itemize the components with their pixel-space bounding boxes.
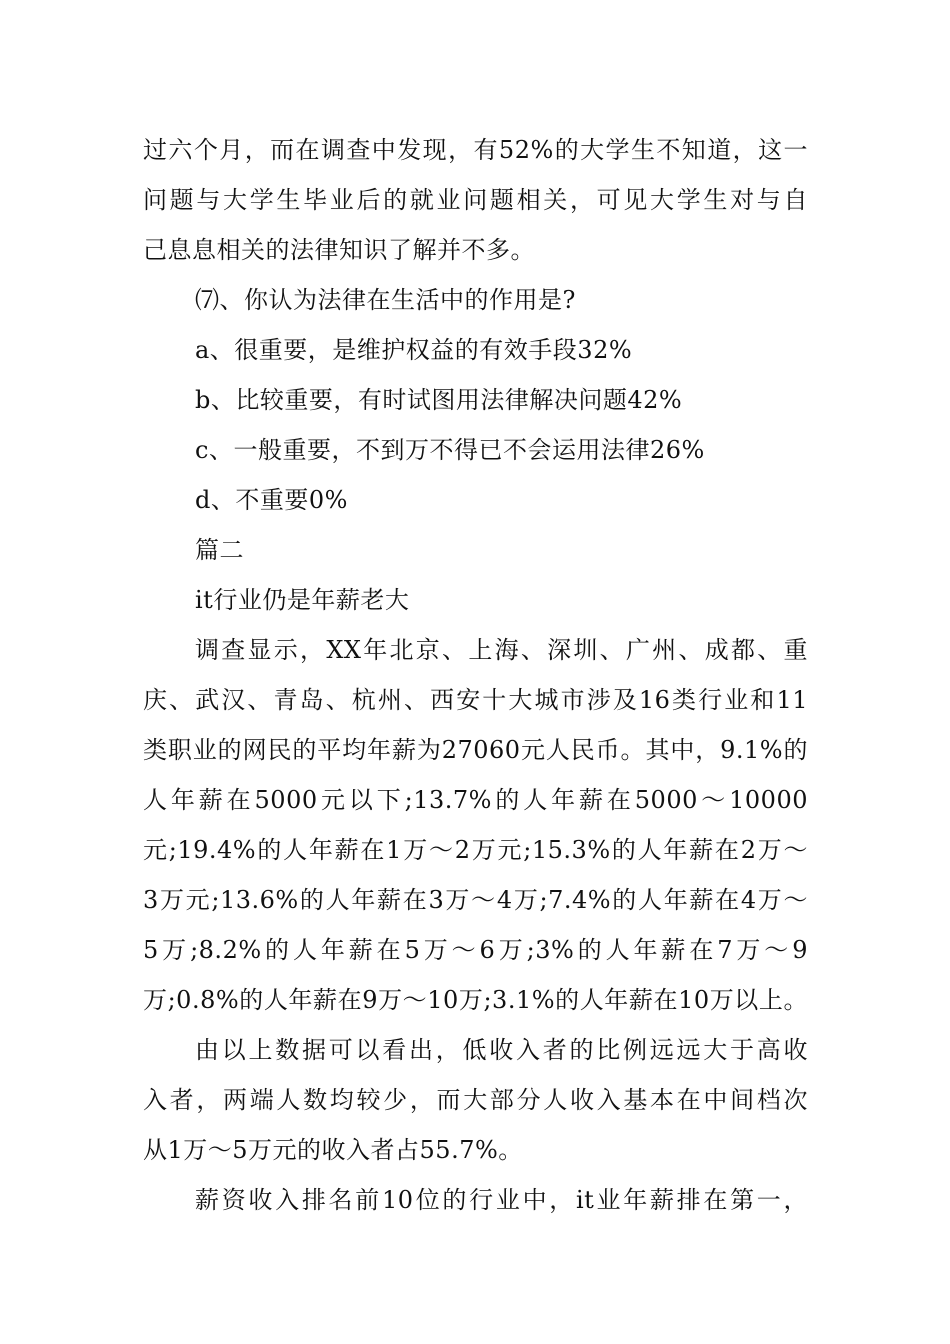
paragraph-1-line-3: 己息息相关的法律知识了解并不多。 bbox=[143, 236, 535, 264]
section-subheading: it行业仍是年薪老大 bbox=[195, 586, 410, 614]
paragraph-2-line-7: 5万;8.2%的人年薪在5万～6万;3%的人年薪在7万～9 bbox=[143, 936, 808, 964]
paragraph-2-line-3: 类职业的网民的平均年薪为27060元人民币。其中，9.1%的 bbox=[143, 736, 808, 764]
question-7-title: ⑺、你认为法律在生活中的作用是? bbox=[195, 286, 576, 314]
paragraph-2-line-8: 万;0.8%的人年薪在9万～10万;3.1%的人年薪在10万以上。 bbox=[143, 986, 808, 1014]
paragraph-1-line-1: 过六个月，而在调查中发现，有52%的大学生不知道，这一 bbox=[143, 136, 808, 164]
paragraph-2-line-2: 庆、武汉、青岛、杭州、西安十大城市涉及16类行业和11 bbox=[143, 686, 808, 714]
paragraph-3-line-1: 由以上数据可以看出，低收入者的比例远远大于高收 bbox=[195, 1036, 808, 1064]
paragraph-3-line-3: 从1万～5万元的收入者占55.7%。 bbox=[143, 1136, 523, 1164]
question-7-option-b: b、比较重要，有时试图用法律解决问题42% bbox=[195, 386, 683, 414]
paragraph-2-line-5: 元;19.4%的人年薪在1万～2万元;15.3%的人年薪在2万～ bbox=[143, 836, 808, 864]
question-7-option-c: c、一般重要，不到万不得已不会运用法律26% bbox=[195, 436, 705, 464]
paragraph-2-line-1: 调查显示，XX年北京、上海、深圳、广州、成都、重 bbox=[195, 636, 808, 664]
question-7-option-a: a、很重要，是维护权益的有效手段32% bbox=[195, 336, 633, 364]
paragraph-4-line-1: 薪资收入排名前10位的行业中，it业年薪排在第一， bbox=[195, 1186, 808, 1214]
question-7-option-d: d、不重要0% bbox=[195, 486, 348, 514]
paragraph-1-line-2: 问题与大学生毕业后的就业问题相关，可见大学生对与自 bbox=[143, 186, 808, 214]
paragraph-3-line-2: 入者，两端人数均较少，而大部分人收入基本在中间档次 bbox=[143, 1086, 808, 1114]
paragraph-2-line-4: 人年薪在5000元以下;13.7%的人年薪在5000～10000 bbox=[143, 786, 808, 814]
paragraph-2-line-6: 3万元;13.6%的人年薪在3万～4万;7.4%的人年薪在4万～ bbox=[143, 886, 808, 914]
section-heading: 篇二 bbox=[195, 536, 244, 564]
